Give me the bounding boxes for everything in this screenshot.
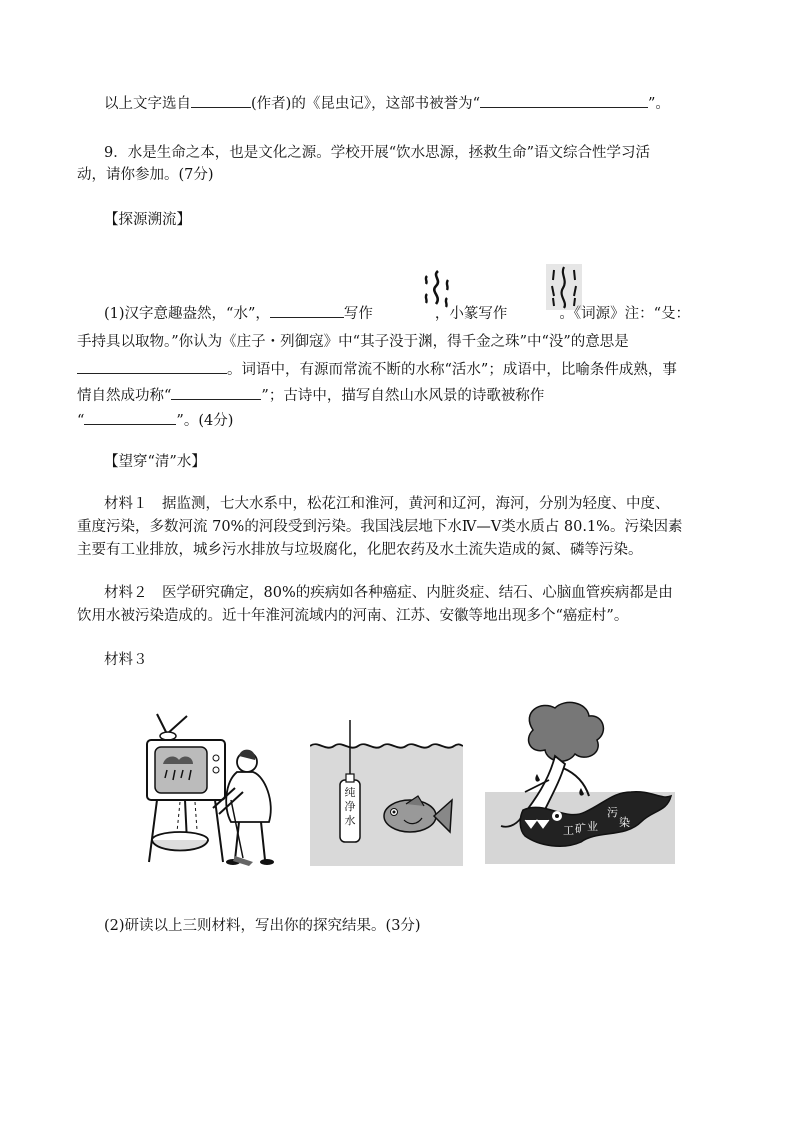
p1-line2: 手持具以取物。”你认为《庄子・列御寇》中“其子没于渊，得千金之珠”中“没”的意思是 (77, 334, 629, 350)
p1-text-line5b: ”。(4分) (176, 413, 234, 429)
pollution-char-2: 矿 (575, 822, 586, 835)
tree-pollution-illustration (485, 700, 675, 865)
m1-line2: 重度污染，多数河流 70%的河段受到污染。我国浅层地下水Ⅳ—Ⅴ类水质占 80.1%。污染因素 (77, 519, 683, 535)
m2-line2: 饮用水被污染造成的。近十年淮河流域内的河南、江苏、安徽等地出现多个“癌症村”。 (77, 608, 629, 624)
pollution-char-4: 污 (607, 806, 618, 819)
m2-line1: 材料２ 医学研究确定，80%的疾病如各种癌症、内脏炎症、结石、心脑血管疾病都是由 (104, 585, 673, 601)
poem-type-blank[interactable] (84, 410, 176, 425)
fish-bottle-illustration (310, 720, 463, 866)
idiom-blank[interactable] (171, 385, 261, 400)
script-blank[interactable] (270, 303, 344, 318)
p1-text-line4b: ”；古诗中，描写自然山水风景的诗歌被称作 (261, 388, 545, 404)
p1-text-line3: 。词语中，有源而常流不断的水称“活水”；成语中，比喻条件成熟，事 (227, 362, 677, 378)
meaning-blank[interactable] (77, 359, 227, 374)
pollution-char-1: 工 (563, 824, 574, 837)
intro-suffix: ”。 (647, 96, 670, 112)
m3-title: 材料３ (104, 652, 148, 668)
p1-text-b: 写作 (343, 306, 373, 322)
p1-text-line5a: “ (77, 413, 85, 429)
p1-text-d: 。《词源》注：“殳： (559, 306, 691, 322)
author-blank[interactable] (191, 93, 251, 108)
p1-text-line4a: 情自然成功称“ (77, 388, 172, 404)
intro-line (104, 93, 670, 114)
q2-line: (2)研读以上三则材料，写出你的探究结果。(3分) (104, 918, 421, 934)
p1-text-a: (1)汉字意趣盎然，“水”， (104, 306, 270, 322)
section-heading-clear-water: 【望穿“清”水】 (104, 454, 206, 470)
m1-line3: 主要有工业排放，城乡污水排放与垃圾腐化，化肥农药及水土流失造成的氮、磷等污染。 (77, 542, 643, 558)
p1-line3 (77, 359, 677, 380)
intro-prefix: 以上文字选自 (104, 96, 191, 112)
q9-line1: 9．水是生命之本，也是文化之源。学校开展“饮水思源，拯救生命”语文综合性学习活 (104, 145, 651, 161)
p1-line4 (77, 385, 544, 406)
bottle-label: 纯净水 (344, 786, 356, 827)
m1-line1: 材料１ 据监测，七大水系中，松花江和淮河，黄河和辽河，海河，分别为轻度、中度、 (104, 496, 670, 512)
intro-mid: (作者)的《昆虫记》，这部书被誉为“ (251, 96, 480, 112)
pollution-char-5: 染 (619, 816, 630, 829)
section-heading-source: 【探源溯流】 (104, 212, 191, 228)
p1-line1 (104, 303, 690, 324)
p1-line5 (77, 410, 233, 431)
title-blank[interactable] (480, 93, 648, 108)
p1-text-c: ，小篆写作 (434, 306, 508, 322)
tv-washing-illustration (135, 712, 285, 867)
pollution-char-3: 业 (587, 820, 598, 833)
q9-line2: 动，请你参加。(7分) (77, 167, 214, 183)
